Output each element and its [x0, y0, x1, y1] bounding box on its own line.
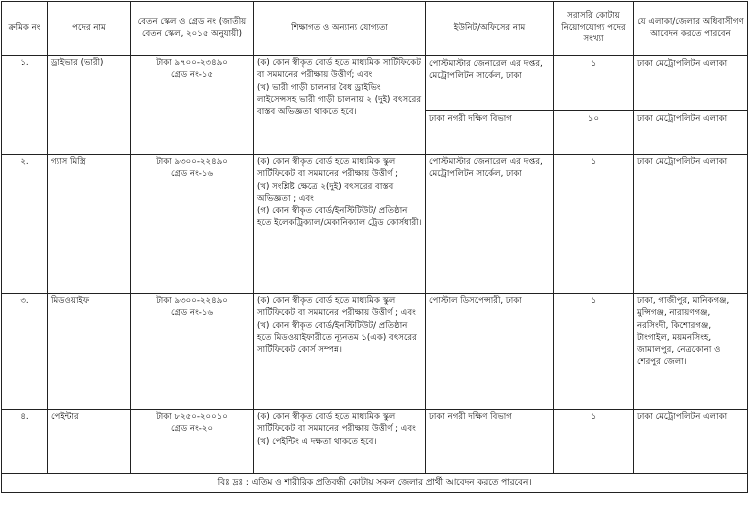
serial-cell: ৪. — [2, 410, 48, 474]
header-count: সরাসরি কোটায় নিয়োগযোগ্য পদের সংখ্যা — [554, 2, 634, 56]
header-scale: বেতন স্কেল ও গ্রেড নং (জাতীয় বেতন স্কেল, ২০১৫ অনুযায়ী) — [131, 2, 254, 56]
scale-cell — [131, 155, 254, 294]
note-row — [2, 474, 748, 493]
scale-cell — [131, 56, 254, 155]
header-office: ইউনিট/অফিসের নাম — [426, 2, 554, 56]
table-row — [2, 155, 748, 294]
count-cell: ১ — [554, 155, 634, 294]
qualification-item: (খ) কোন স্বীকৃত বোর্ড/ইনস্টিটিউট/ প্রতিষ্ঠান হতে মিডওয়াইফারীতে ন্যূনতম ১(এক) বৎসরের সার্টিফিকেট কোর্স সম্পন্ন। — [257, 320, 417, 356]
grade-number: গ্রেড নং-২০ — [170, 424, 214, 435]
post-cell: মিডওয়াইফ — [48, 294, 131, 410]
table-row — [2, 410, 748, 474]
post-cell: পেইন্টার — [48, 410, 131, 474]
office-cell: পোস্টাল ডিসপেন্সারী, ঢাকা — [426, 294, 554, 410]
office-sub: ঢাকা নগরী দক্ষিণ বিভাগ — [426, 110, 553, 127]
table-row — [2, 294, 748, 410]
area-cell: ঢাকা মেট্রোপলিটন এলাকা — [634, 155, 748, 294]
serial-cell: ২. — [2, 155, 48, 294]
qualification-cell — [254, 410, 426, 474]
header-serial: ক্রমিক নং — [2, 2, 48, 56]
post-cell: গ্যাস মিস্ত্রি — [48, 155, 131, 294]
recruitment-table-page — [1, 1, 749, 493]
qualification-item: (খ) সংশ্লিষ্ট ক্ষেত্রে ২(দুই) বৎসরের বাস্তব অভিজ্ঞতা ; এবং — [257, 181, 394, 204]
scale-amount: টাকা ৯৩০০-২২৪৯০ — [156, 157, 228, 167]
office-cell — [426, 56, 554, 155]
area-sub: ঢাকা মেট্রোপলিটন এলাকা — [637, 59, 728, 69]
qualification-item: (খ) ভারী গাড়ী চালনার বৈধ ড্রাইভিং লাইসেন্সসহ ভারী গাড়ী চালনায় ২ (দুই) বৎসরের বাস্তব অভিজ্ঞতা থাকতে হবে। — [257, 82, 422, 118]
table-row — [2, 56, 748, 155]
qualification-cell — [254, 155, 426, 294]
header-area: যে এলাকা/জেলার অধিবাসীগণ আবেদন করতে পারবেন — [634, 2, 748, 56]
count-cell: ১ — [554, 294, 634, 410]
area-cell: ঢাকা, গাজীপুর, মানিকগঞ্জ, মুন্সিগঞ্জ, নারায়ণগঞ্জ, নরসিংদী, কিশোরগঞ্জ, টাংগাইল, ময়মনসিংহ, জামালপুর, নেত্রকোনা ও শেরপুর জেলা। — [634, 294, 748, 410]
qualification-item: (ক) কোন স্বীকৃত বোর্ড হতে মাধ্যমিক স্কুল সার্টিফিকেট বা সমমানের পরীক্ষায় উত্তীর্ণ ; এবং — [257, 412, 416, 435]
qualification-item: (গ) কোন স্বীকৃত বোর্ড/ইনস্টিটিউট/ প্রতিষ্ঠান হতে ইলেকট্রিক্যাল/মেকানিক্যাল ট্রেড কোর্সধারী। — [257, 206, 422, 229]
recruitment-table — [1, 1, 748, 493]
serial-cell: ৩. — [2, 294, 48, 410]
post-cell: ড্রাইভার (ভারী) — [48, 56, 131, 155]
serial-cell: ১. — [2, 56, 48, 155]
count-sub: ১০ — [554, 110, 633, 127]
qualification-item: (খ) পেইন্টিং এ দক্ষতা থাকতে হবে। — [257, 436, 377, 447]
office-sub: পোস্টমাস্টার জেনারেল এর দপ্তর, মেট্রোপলিটন সার্কেল, ঢাকা — [429, 59, 543, 82]
office-cell: ঢাকা নগরী দক্ষিণ বিভাগ — [426, 410, 554, 474]
scale-amount: টাকা ৮২৫০-২০০১০ — [156, 412, 228, 422]
grade-number: গ্রেড নং-১৬ — [170, 169, 214, 180]
area-sub: ঢাকা মেট্রোপলিটন এলাকা — [634, 110, 747, 127]
scale-cell — [131, 294, 254, 410]
count-sub: ১ — [590, 59, 597, 69]
count-cell — [554, 56, 634, 155]
qualification-item: (ক) কোন স্বীকৃত বোর্ড হতে মাধ্যমিক স্কুল সার্টিফিকেট বা সমমানের পরীক্ষায় উত্তীর্ণ ; — [257, 157, 399, 180]
grade-number: গ্রেড নং-১৬ — [170, 308, 214, 319]
qualification-item: (ক) কোন স্বীকৃত বোর্ড হতে মাধ্যমিক সার্টিফিকেট বা সমমানের পরীক্ষায় উত্তীর্ণ; এবং — [257, 58, 421, 81]
footnote: বিঃ দ্রঃ : এতিম ও শারীরিক প্রতিবন্ধী কোটায় সকল জেলার প্রার্থী আবেদন করতে পারবেন। — [2, 474, 748, 493]
office-cell: পোস্টমাস্টার জেনারেল এর দপ্তর, মেট্রোপলিটন সার্কেল, ঢাকা — [426, 155, 554, 294]
grade-number: গ্রেড নং-১৫ — [170, 70, 214, 81]
qualification-cell — [254, 56, 426, 155]
scale-amount: টাকা ৯৭০০-২৩৪৯০ — [156, 58, 228, 68]
scale-amount: টাকা ৯৩০০-২২৪৯০ — [156, 296, 228, 306]
header-post: পদের নাম — [48, 2, 131, 56]
header-qualification: শিক্ষাগত ও অন্যান্য যোগ্যতা — [254, 2, 426, 56]
area-cell: ঢাকা মেট্রোপলিটন এলাকা — [634, 410, 748, 474]
header-row — [2, 2, 748, 56]
scale-cell — [131, 410, 254, 474]
area-cell — [634, 56, 748, 155]
qualification-item: (ক) কোন স্বীকৃত বোর্ড হতে মাধ্যমিক স্কুল সার্টিফিকেট বা সমমানের পরীক্ষায় উত্তীর্ণ ; এবং — [257, 296, 416, 319]
count-cell: ১ — [554, 410, 634, 474]
qualification-cell — [254, 294, 426, 410]
